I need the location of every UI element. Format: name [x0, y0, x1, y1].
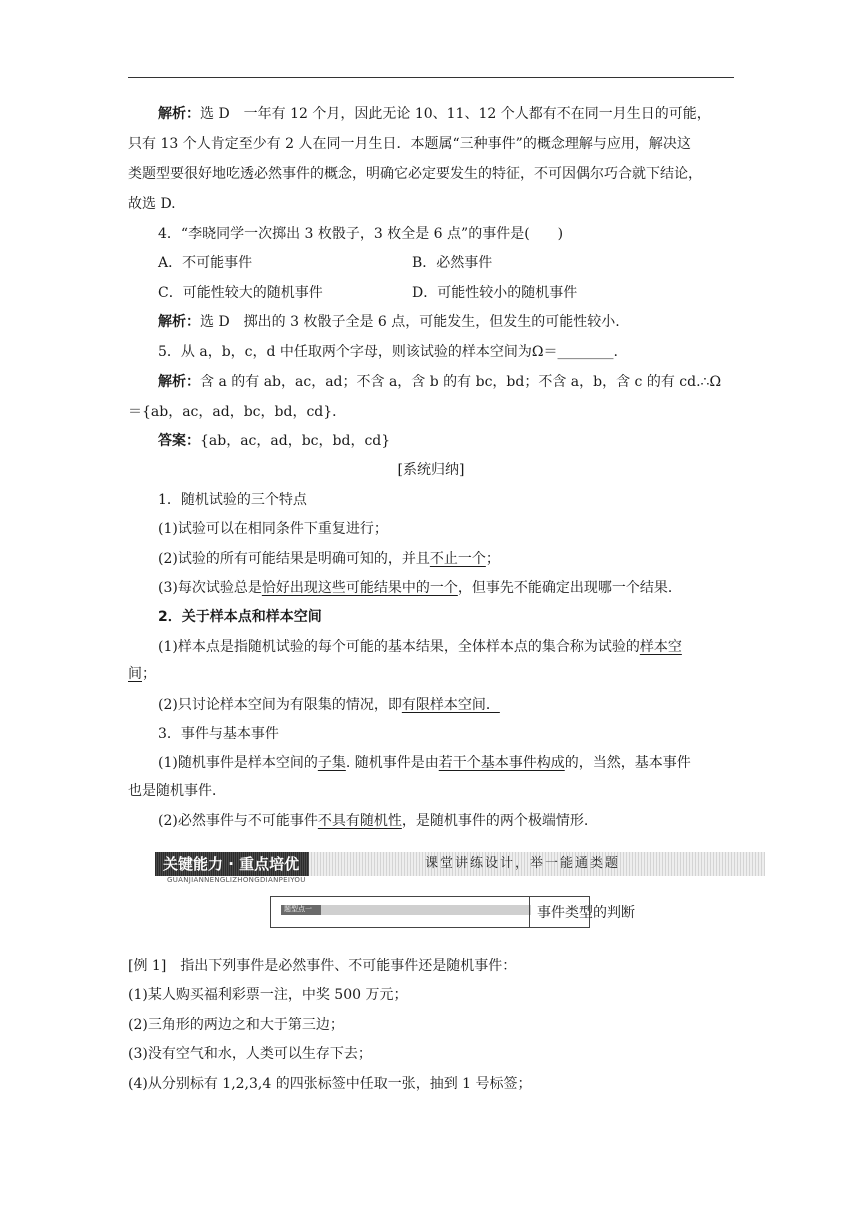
underlined-key-phrase: 样本空 [639, 639, 682, 655]
text-run: ； [142, 666, 156, 682]
example-item: (2)三角形的两边之和大于第三边； [128, 1017, 344, 1033]
question-4-solution [158, 312, 734, 332]
topic-title: 事件类型的判断 [537, 905, 635, 921]
banner-title: 关键能力 · 重点培优 [155, 852, 309, 876]
underlined-key-phrase: 有限样本空间． [401, 697, 500, 713]
solution-label: 解析： [158, 106, 200, 122]
banner-tagline: 课堂讲练设计，举一能通类题 [425, 856, 621, 871]
answer-text: {ab，ac，ad，bc，bd，cd} [200, 433, 391, 449]
text-run: (3)每次试验总是 [158, 580, 262, 596]
summary-section-1-title: 1．随机试验的三个特点 [158, 492, 307, 508]
text-run: (1)样本点是指随机试验的每个可能的基本结果，全体样本点的集合称为试验的 [158, 639, 640, 655]
topic-tag-label: 题型点一 [284, 905, 312, 913]
summary-item-cont [128, 664, 734, 684]
summary-section-3-title: 3．事件与基本事件 [158, 726, 279, 742]
text-run: (2)必然事件与不可能事件 [158, 813, 318, 829]
example-item: (1)某人购买福利彩票一注，中奖 500 万元； [128, 987, 408, 1003]
solution-label: 解析： [158, 314, 200, 330]
underlined-key-phrase: 恰好出现这些可能结果中的一个 [261, 580, 458, 596]
underlined-key-phrase: 不止一个 [429, 551, 486, 567]
header-rule [128, 77, 734, 78]
option-b: B．必然事件 [412, 255, 493, 271]
option-a: A．不可能事件 [158, 255, 253, 271]
underlined-key-phrase: 间 [128, 666, 142, 682]
text-run: (1)随机事件是样本空间的 [158, 755, 318, 771]
summary-item-cont: 也是随机事件． [128, 783, 226, 799]
solution-line: 类题型要很好地吃透必然事件的概念，明确它必定要发生的特征，不可因偶尔巧合就下结论， [128, 166, 702, 182]
question-5-solution-cont: ＝{ab，ac，ad，bc，bd，cd}． [128, 404, 347, 420]
summary-item: (1)试验可以在相同条件下重复进行； [158, 521, 388, 537]
summary-item [158, 549, 734, 569]
question-5-stem: 5．从 a，b，c，d 中任取两个字母，则该试验的样本空间为Ω＝________. [158, 344, 618, 360]
solution-line [158, 104, 734, 124]
solution-label: 解析： [158, 374, 200, 390]
underlined-key-phrase: 不具有随机性 [317, 813, 402, 829]
summary-item [158, 753, 734, 773]
text-run: (2)只讨论样本空间为有限集的情况，即 [158, 697, 402, 713]
example-item: (4)从分别标有 1,2,3,4 的四张标签中任取一张，抽到 1 号标签； [128, 1076, 532, 1092]
solution-text: 选 D 一年有 12 个月，因此无论 10、11、12 个人都有不在同一月生日的可能， [200, 106, 711, 122]
summary-item [158, 811, 734, 831]
divider [529, 897, 530, 927]
text-run: ，但事先不能确定出现哪一个结果． [457, 580, 682, 596]
text-run: 的，当然，基本事件 [564, 755, 691, 771]
topic-box [270, 896, 635, 928]
text-run: ，是随机事件的两个极端情形. [401, 813, 589, 829]
question-5-solution [158, 372, 734, 392]
banner-subtitle: GUANJIANNENGLIZHONGDIANPEIYOU [167, 876, 306, 884]
summary-item [158, 637, 734, 657]
text-run: (2)试验的所有可能结果是明确可知的，并且 [158, 551, 430, 567]
solution-line: 故选 D. [128, 196, 176, 212]
summary-heading: [系统归纳] [397, 462, 465, 478]
text-run: . 随机事件是由 [345, 755, 439, 771]
summary-item [158, 578, 734, 598]
example-item: (3)没有空气和水，人类可以生存下去； [128, 1046, 372, 1062]
summary-item [158, 695, 734, 715]
answer-label: 答案： [158, 433, 200, 449]
section-banner [155, 852, 765, 886]
solution-text: 选 D 掷出的 3 枚骰子全是 6 点，可能发生，但发生的可能性较小. [200, 314, 620, 330]
solution-line: 只有 13 个人肯定至少有 2 人在同一月生日．本题属“三种事件”的概念理解与应用，解决这 [128, 136, 691, 152]
underlined-key-phrase: 子集 [317, 755, 346, 771]
text-run: ； [485, 551, 500, 567]
question-4-stem: 4．“李晓同学一次掷出 3 枚骰子，3 枚全是 6 点”的事件是( ) [158, 226, 564, 242]
question-5-answer [158, 431, 734, 451]
option-c: C．可能性较大的随机事件 [158, 285, 323, 301]
option-d: D．可能性较小的随机事件 [412, 285, 578, 301]
underlined-key-phrase: 若干个基本事件构成 [438, 755, 565, 771]
example-1-stem: [例 1] 指出下列事件是必然事件、不可能事件还是随机事件： [128, 958, 517, 974]
summary-section-2-title: 2．关于样本点和样本空间 [158, 609, 322, 625]
solution-text: 含 a 的有 ab，ac，ad；不含 a，含 b 的有 bc，bd；不含 a，b，含 c 的有 cd.∴Ω [200, 374, 722, 390]
topic-tag [281, 905, 531, 915]
